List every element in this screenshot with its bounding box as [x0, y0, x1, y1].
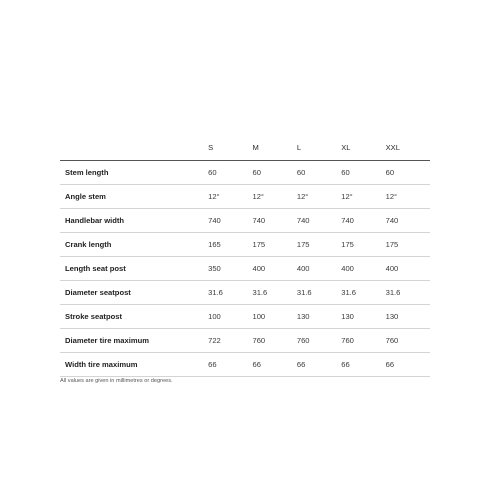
table-row	[60, 209, 430, 233]
table-row	[60, 329, 430, 353]
table-row	[60, 257, 430, 281]
row-label: Diameter seatpost	[65, 288, 131, 297]
table-cell: 12°	[208, 192, 220, 201]
table-cell: 175	[341, 240, 354, 249]
table-cell: 130	[341, 312, 354, 321]
row-label: Stroke seatpost	[65, 312, 122, 321]
table-cell: 760	[341, 336, 354, 345]
table-cell: 12°	[341, 192, 353, 201]
units-footnote: All values are given in millimetres or degrees.	[60, 378, 173, 384]
table-cell: 130	[385, 312, 399, 321]
row-label: Handlebar width	[65, 216, 125, 225]
table-cell: 760	[385, 336, 399, 345]
row-label: Crank length	[65, 240, 112, 249]
table-cell: 31.6	[296, 288, 312, 297]
size-header: XXL	[385, 142, 400, 152]
table-cell: 722	[208, 336, 221, 345]
table-row	[60, 233, 430, 257]
table-cell: 66	[385, 360, 395, 369]
table-row	[60, 305, 430, 329]
table-cell: 350	[208, 264, 221, 273]
table-row	[60, 281, 430, 305]
table-cell: 740	[208, 216, 221, 225]
table-cell: 760	[296, 336, 310, 345]
table-cell: 60	[385, 168, 395, 177]
table-cell: 66	[208, 360, 217, 369]
table-cell: 60	[341, 168, 350, 177]
table-cell: 175	[252, 240, 266, 249]
table-cell: 175	[385, 240, 399, 249]
row-label: Diameter tire maximum	[65, 336, 149, 345]
table-cell: 31.6	[385, 288, 401, 297]
table-cell: 130	[296, 312, 310, 321]
table-cell: 740	[296, 216, 310, 225]
table-row	[60, 185, 430, 209]
geometry-table	[60, 134, 430, 377]
row-label: Length seat post	[65, 264, 126, 273]
table-cell: 400	[252, 264, 266, 273]
size-header: XL	[341, 142, 351, 152]
table-row	[60, 353, 430, 377]
size-header: S	[208, 142, 214, 152]
table-cell: 31.6	[252, 288, 268, 297]
table-cell: 60	[296, 168, 306, 177]
table-row	[60, 161, 430, 185]
table-cell: 400	[341, 264, 354, 273]
table-cell: 400	[296, 264, 310, 273]
table-cell: 740	[385, 216, 399, 225]
table-cell: 400	[385, 264, 399, 273]
table-cell: 66	[341, 360, 350, 369]
table-cell: 60	[252, 168, 261, 177]
table-cell: 60	[208, 168, 217, 177]
table-cell: 66	[252, 360, 261, 369]
table-cell: 175	[296, 240, 310, 249]
table-cell: 31.6	[208, 288, 223, 297]
row-label: Width tire maximum	[65, 360, 138, 369]
row-label: Stem length	[65, 168, 109, 177]
table-cell: 31.6	[341, 288, 356, 297]
table-cell: 100	[208, 312, 221, 321]
table-cell: 760	[252, 336, 266, 345]
table-cell: 740	[341, 216, 354, 225]
table-cell: 66	[296, 360, 306, 369]
size-header: L	[296, 142, 302, 152]
table-cell: 12°	[252, 192, 264, 201]
table-cell: 12°	[296, 192, 309, 201]
size-header: M	[252, 142, 259, 152]
row-label: Angle stem	[65, 192, 106, 201]
table-cell: 100	[252, 312, 266, 321]
table-cell: 740	[252, 216, 266, 225]
table-header-row	[60, 134, 430, 161]
table-cell: 12°	[385, 192, 398, 201]
table-cell: 165	[208, 240, 221, 249]
